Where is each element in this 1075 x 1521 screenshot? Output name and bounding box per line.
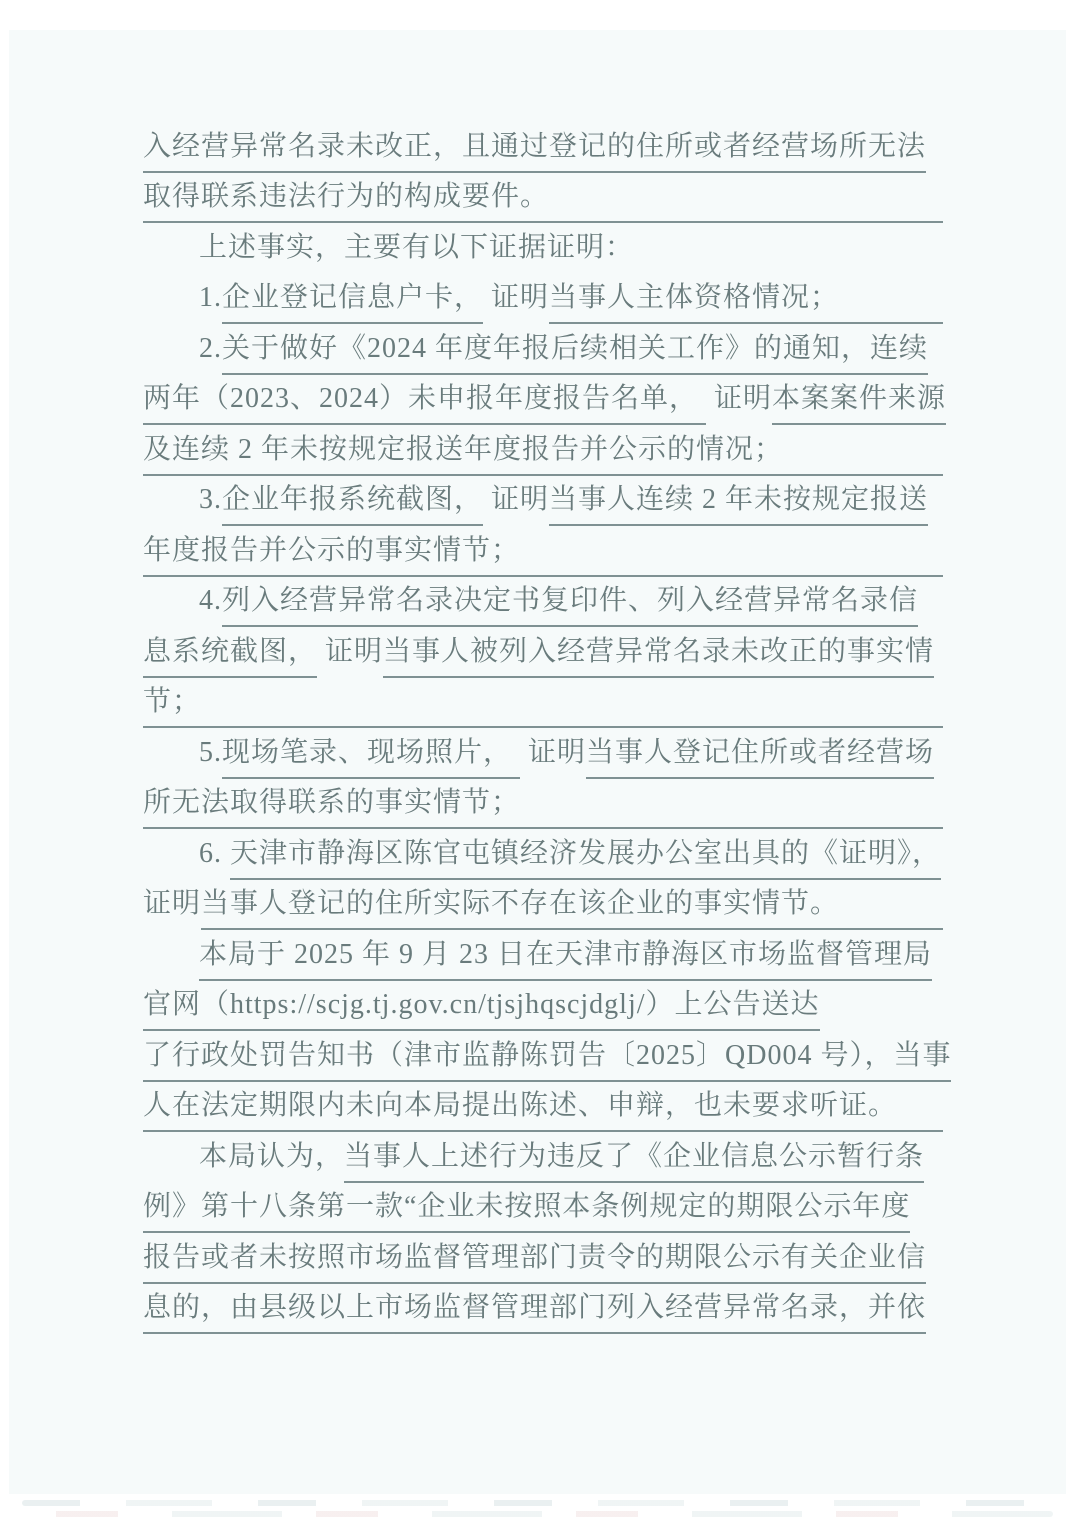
underlined-text-segment: 企业登记信息户卡， — [222, 279, 483, 324]
document-line — [143, 476, 943, 527]
plain-text-segment: 5. — [199, 736, 222, 768]
underlined-text-segment: 年度报告并公示的事实情节； — [143, 532, 520, 577]
underlined-text-segment: 人在法定期限内未向本局提出陈述、申辩，也未要求听证。 — [143, 1087, 897, 1132]
line-filler — [918, 615, 943, 627]
plain-text-segment: 证明 — [520, 736, 587, 768]
document-line — [143, 779, 943, 830]
plain-text-segment: 4. — [199, 585, 222, 616]
underlined-text-segment: 本局于 2025 年 9 月 23 日在天津市静海区市场监督管理局 — [199, 936, 932, 981]
underlined-text-segment: 天津市静海区陈官屯镇经济发展办公室出具的《证明》， — [230, 835, 941, 880]
document-line — [143, 173, 943, 224]
line-filler — [941, 868, 943, 880]
line-filler — [932, 969, 943, 981]
underlined-text-segment: 官网（https://scjg.tj.gov.cn/tjsjhqscjdglj/）上公告送达 — [143, 986, 820, 1031]
document-line — [143, 930, 943, 981]
plain-text-segment: 证明 — [483, 484, 550, 515]
underlined-text-segment: 息系统截图， — [143, 633, 317, 678]
blank-underline — [839, 312, 943, 324]
plain-text-segment: 证明 — [483, 282, 550, 313]
plain-text-segment: 2. — [199, 332, 222, 364]
plain-text-segment: 上述事实，主要有以下证据证明： — [199, 231, 635, 263]
line-filler — [934, 666, 943, 678]
plain-text-segment: 证明 — [317, 635, 384, 667]
document-line — [143, 122, 943, 173]
plain-text-segment: 6. — [199, 837, 230, 869]
blank-underline — [549, 211, 943, 223]
blank-underline — [520, 817, 943, 829]
document-line — [143, 324, 943, 375]
document-line — [143, 1233, 943, 1284]
blank-underline — [897, 1120, 943, 1132]
underlined-text-segment: 入经营异常名录未改正，且通过登记的住所或者经营场所无法 — [143, 128, 926, 173]
underlined-text-segment: 企业年报系统截图， — [222, 481, 483, 526]
blank-underline — [520, 565, 943, 577]
underlined-text-segment: 及连续 2 年未按规定报送年度报告并公示的情况； — [143, 431, 783, 476]
document-line — [143, 880, 943, 931]
underlined-text-segment: 取得联系违法行为的构成要件。 — [143, 178, 549, 223]
underlined-text-segment: 本案案件来源 — [772, 380, 946, 425]
underlined-text-segment: 当事人被列入经营异常名录未改正的事实情 — [383, 633, 934, 678]
underlined-text-segment: 所无法取得联系的事实情节； — [143, 784, 520, 829]
underlined-text-segment: 两年（2023、2024）未申报年度报告名单， — [143, 380, 706, 425]
document-line — [143, 375, 947, 426]
line-filler — [910, 1221, 943, 1233]
document-line — [143, 1082, 943, 1133]
plain-text-segment: 1. — [199, 282, 222, 313]
underlined-text-segment: 现场笔录、现场照片， — [222, 734, 520, 779]
document-line — [143, 577, 943, 628]
document-line — [143, 678, 943, 729]
document-line — [143, 274, 943, 325]
line-filler — [634, 262, 943, 274]
underlined-text-segment: 关于做好《2024 年度年报后续相关工作》的通知，连续 — [222, 330, 928, 375]
underlined-text-segment: 当事人上述行为违反了《企业信息公示暂行条 — [344, 1138, 924, 1183]
document-line — [143, 1132, 943, 1183]
bottom-scan-artifact — [22, 1511, 1053, 1517]
underlined-text-segment: 当事人连续 2 年未按规定报送 — [549, 481, 928, 526]
underlined-text-segment: 了行政处罚告知书（津市监静陈罚告〔2025〕QD004 号），当事 — [143, 1037, 951, 1082]
line-filler — [820, 1019, 943, 1031]
document-line — [143, 1284, 943, 1335]
bottom-scan-artifact — [22, 1500, 1053, 1506]
underlined-text-segment: 例》第十八条第一款“企业未按照本条例规定的期限公示年度 — [143, 1188, 910, 1233]
underlined-text-segment: 当事人登记的住所实际不存在该企业的事实情节。 — [201, 885, 839, 930]
blank-underline — [839, 918, 943, 930]
document-line — [143, 728, 943, 779]
line-filler — [928, 363, 943, 375]
line-filler — [926, 1272, 943, 1284]
plain-text-segment: 证明 — [143, 888, 202, 919]
document-line — [143, 526, 943, 577]
document-line — [143, 627, 943, 678]
blank-underline — [201, 716, 943, 728]
plain-text-segment: 3. — [199, 484, 222, 515]
underlined-text-segment: 报告或者未按照市场监督管理部门责令的期限公示有关企业信 — [143, 1239, 926, 1284]
document-line — [143, 1183, 943, 1234]
underlined-text-segment: 列入经营异常名录决定书复印件、列入经营异常名录信 — [222, 582, 918, 627]
plain-text-segment: 证明 — [706, 383, 773, 414]
line-filler — [928, 514, 943, 526]
underlined-text-segment: 息的，由县级以上市场监督管理部门列入经营异常名录，并依 — [143, 1289, 926, 1334]
document-line — [143, 425, 943, 476]
document-body — [143, 122, 952, 1334]
line-filler — [934, 767, 943, 779]
line-filler — [924, 1171, 943, 1183]
document-line — [143, 981, 943, 1032]
line-filler — [926, 1322, 943, 1334]
blank-underline — [783, 464, 943, 476]
line-filler — [926, 161, 943, 173]
document-line — [143, 829, 943, 880]
document-line — [143, 223, 943, 274]
underlined-text-segment: 节； — [143, 683, 201, 728]
underlined-text-segment: 当事人登记住所或者经营场 — [586, 734, 934, 779]
underlined-text-segment: 当事人主体资格情况； — [549, 279, 839, 324]
document-line — [143, 1031, 952, 1082]
plain-text-segment: 本局认为， — [199, 1140, 345, 1172]
